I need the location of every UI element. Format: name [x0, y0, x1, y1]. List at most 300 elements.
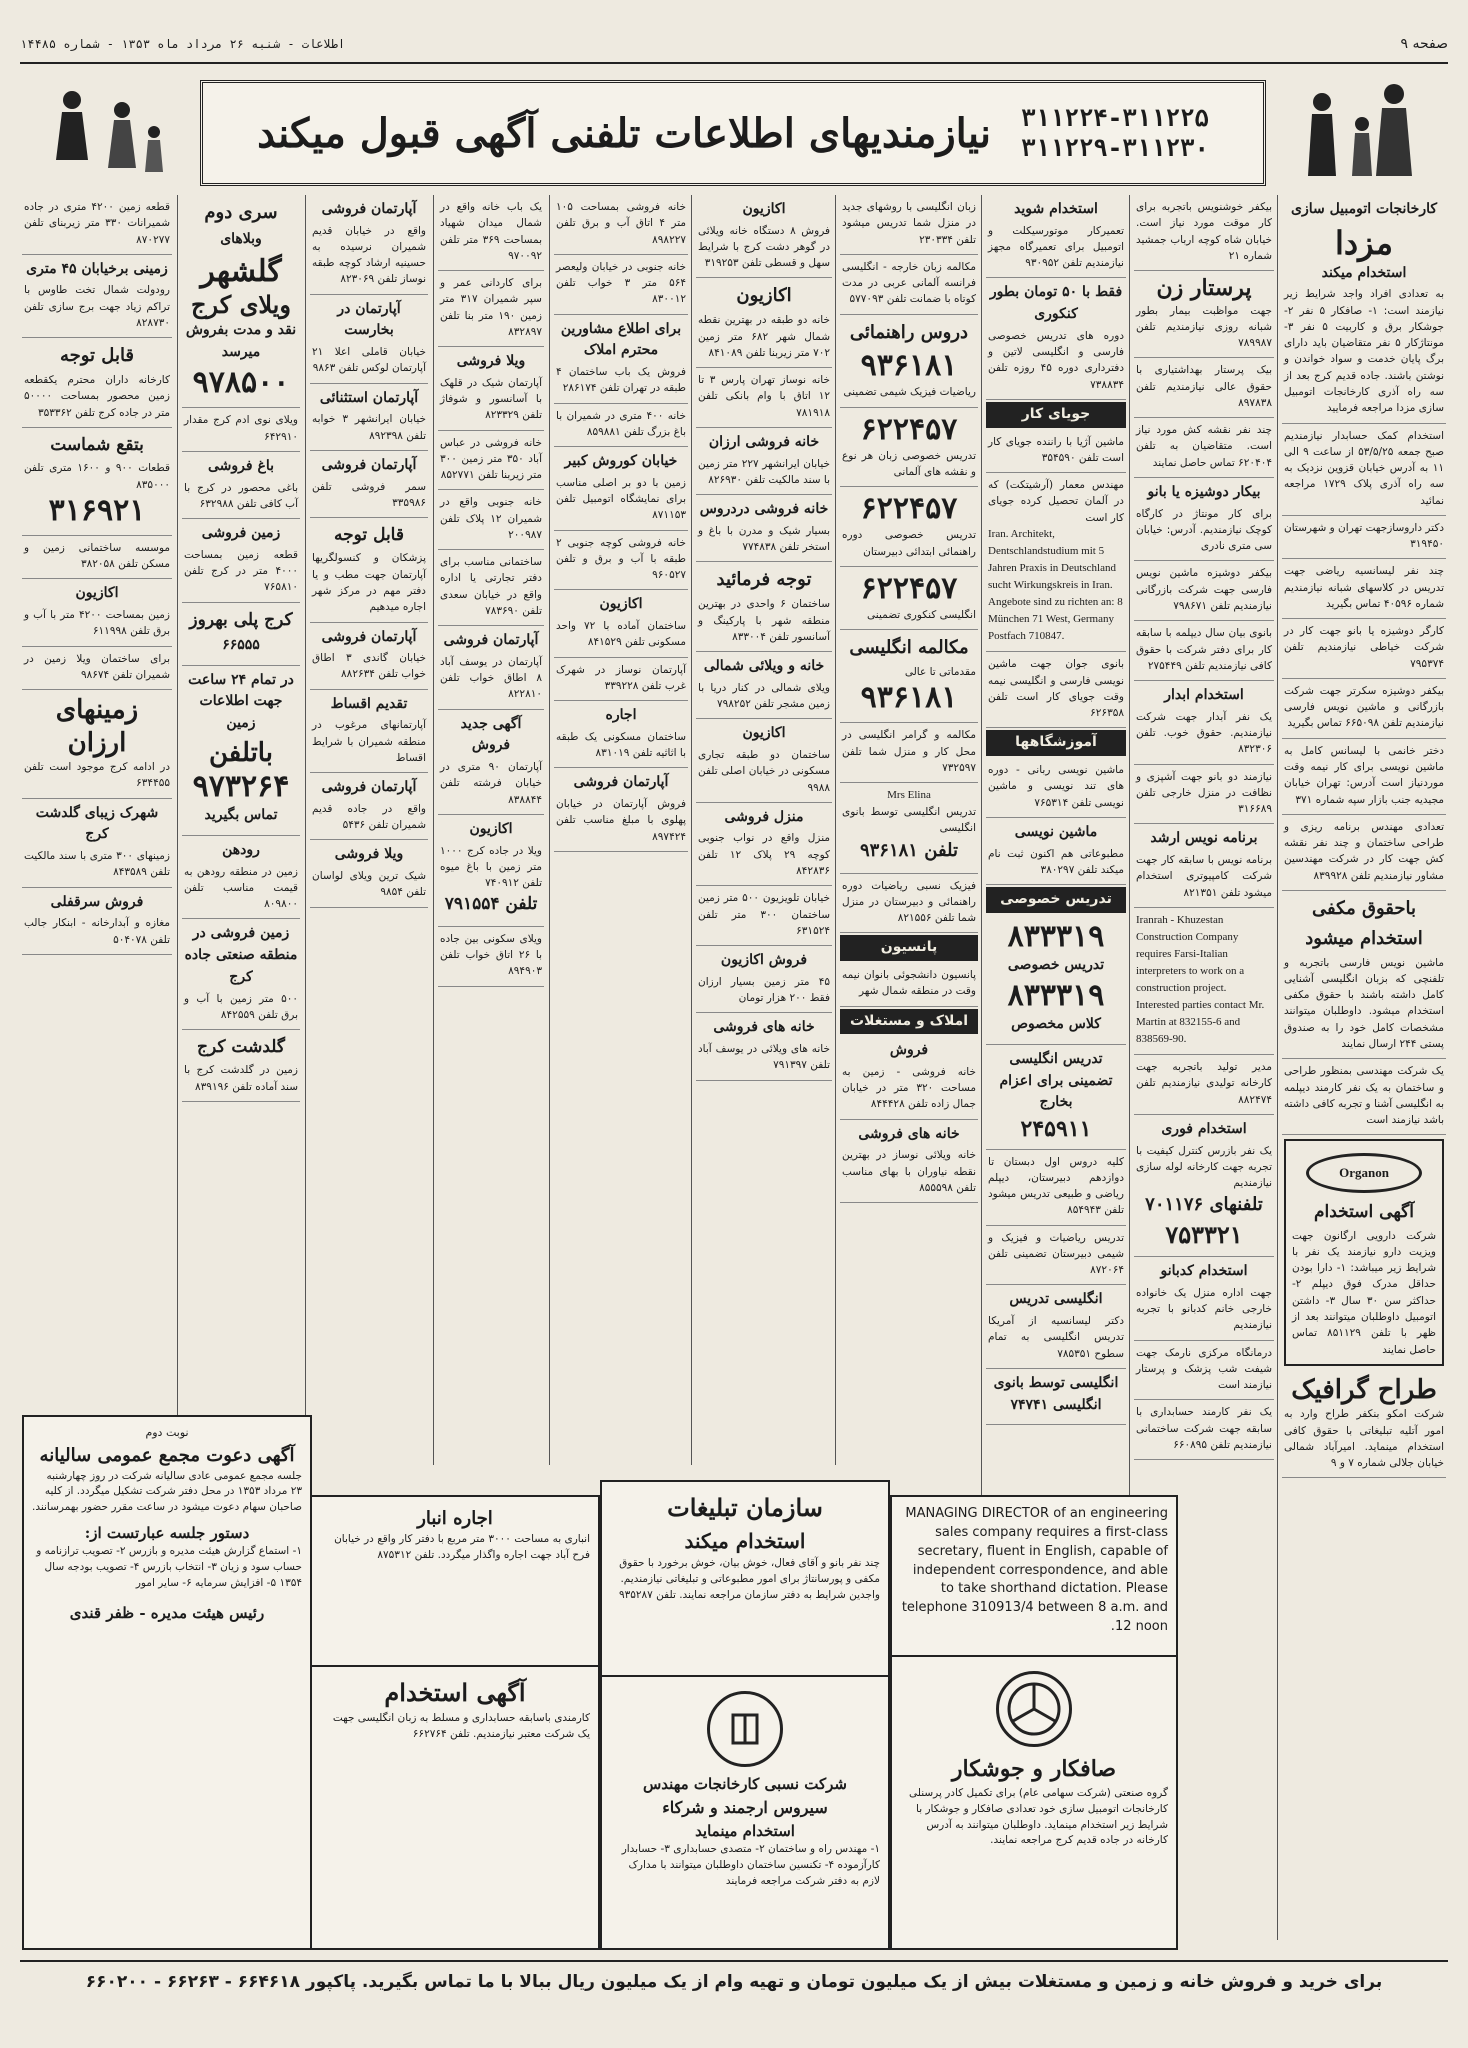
- ad-622457-a: [840, 408, 978, 488]
- agency-body: چند نفر بانو و آقای فعال، خوش بیان، خوش برخورد با حقوق مکفی و پورسانتاژ برای امور مطبوعاتی و تبلیغاتی نیازمندیم. واجدین شرایط به دفتر سازمان مراجعه نمایند. تلفن ۹۳۵۲۸۷: [618, 1557, 880, 1601]
- meeting-notice: [22, 1415, 312, 1950]
- ad-shemiranat-land: [22, 195, 172, 255]
- ad-body: انگلیسی توسط بانوی انگلیسی ۷۴۷۴۱: [993, 1374, 1119, 1413]
- ad-body: خانه جنوبی در خیابان ولیعصر ۵۶۴ متر ۳ خواب تلفن ۸۳۰۰۱۲: [556, 260, 686, 306]
- ad-body: خانه فروشی در عباس آباد ۳۵۰ متر زمین ۳۰۰ متر زیربنا تلفن ۸۵۲۷۷۱: [440, 436, 542, 482]
- ad-body: خانه ۴۰۰ متری در شمیران با باغ بزرگ تلفن ۸۵۹۸۸۱: [556, 409, 686, 438]
- ad-title: پرستار زن: [1156, 275, 1252, 302]
- column-6: [554, 195, 688, 1465]
- ad-title: اکازیون: [469, 820, 513, 837]
- ad-phone-number: تلفن ۷۹۱۵۵۴: [444, 894, 538, 915]
- ad-gandhi: [310, 623, 428, 690]
- ad-english-doctor: [986, 1285, 1126, 1368]
- ad-body: برنامه نویس با سابقه کار جهت شرکت کامپیوتری استخدام میشود تلفن ۸۲۱۳۵۱: [1136, 854, 1272, 899]
- ad-cheap-house: [696, 428, 832, 495]
- ad-office-lady: [1134, 621, 1274, 681]
- ad-body: ساختمانی مناسب برای دفتر تجارتی یا اداره واقع در خیابان سعدی تلفن ۷۸۳۶۹۰: [440, 556, 542, 617]
- ad-body: زمینهای ۳۰۰ متری با سند مالکیت تلفن ۸۴۳۵۸۹: [24, 850, 170, 879]
- ad-body: رودولت شمال تخت طاوس با تراکم زیاد جهت برج سازی تلفن ۸۲۸۷۳۰: [24, 284, 170, 330]
- ad-phone-number: ۶۲۲۴۵۷: [860, 411, 958, 447]
- section-schools: آموزشگاهها: [986, 730, 1126, 756]
- column-divider: [1277, 195, 1278, 1940]
- ad-body: کارخانه داران محترم یکقطعه زمین محصور بمساحت ۵۰۰۰۰ متر در جاده کرج تلفن ۳۵۳۳۶۲: [24, 374, 170, 419]
- ad-body: مکالمه و گرامر انگلیسی در محل کار و منزل شما تلفن ۷۳۲۵۹۷: [842, 729, 976, 774]
- column-divider: [177, 195, 178, 1465]
- meeting-title: آگهی دعوت مجمع عمومی سالیانه: [39, 1444, 295, 1466]
- ad-title: خانه و ویلائی شمالی: [703, 658, 825, 675]
- ad-title: آپارتمان استثنائی: [319, 389, 419, 406]
- ad-body: دکتر داروسازجهت تهران و شهرستان ۳۱۹۴۵۰: [1284, 521, 1444, 551]
- ad-body: نیازمند دو بانو جهت آشپزی و نظافت در منزل خارجی تلفن ۳۱۶۶۸۹: [1136, 770, 1272, 816]
- ad-title: زمین فروشی: [201, 525, 281, 542]
- ad-body: برای ساختمان ویلا زمین در شمیران تلفن ۹۸۶۷۴: [24, 652, 170, 681]
- ad-body: به تعدادی افراد واجد شرایط زیر نیازمند است: ۱- صافکار ۵ نفر ۲- جوشکار برق و کاربیت ۵ نفر ۳- مونتاژکار ۵ نفر متقاضیان باید دارای برگ پایان خدمت و سواد خواندن و نوشتن باشند. جاده قدیم کرج بعد از سه راه آذری کارخانجات اتومبیل سازی مزدا مراجعه فرمایید: [1284, 288, 1445, 415]
- ad-shemiranat-plots: [22, 428, 172, 536]
- ad-factory-owners: [22, 338, 172, 428]
- firm-subtitle: سیروس ارجمند و شرکاء: [662, 1797, 828, 1817]
- ad-body: ماشین نویس فارسی باتجربه و تلفنچی که بزبان انگلیسی آشنایی کامل داشته باشند با حقوق مکفی استخدام میشود. داوطلبان میتوانند مشخصات کامل خود را به صندوق پستی ۲۴۴ ارسال نمایند: [1284, 956, 1444, 1050]
- ad-behrouz: [182, 603, 300, 666]
- newspaper-page: [20, 20, 1448, 2028]
- ad-body: تعدادی مهندس برنامه ریزی و طراحی ساختمان و چند نفر نقشه کش جهت کار در شرکت مهندسین مشاور نیازمندیم تلفن ۸۳۹۹۲۸: [1284, 820, 1444, 882]
- ad-industrial-zone: [182, 919, 300, 1030]
- ad-old-shemiran: [310, 195, 428, 295]
- ad-body: تدریس ریاضیات و فیزیک و شیمی دبیرستان تضمینی تلفن ۸۷۲۰۶۴: [988, 1231, 1124, 1277]
- ad-title: شهرک زیبای گلدشت کرج: [35, 804, 159, 843]
- ad-body: خانه دو طبقه در بهترین نقطه شمال شهر ۶۸۲ متر زمین ۷۰۲ متر زیربنا تلفن ۸۴۱۰۸۹: [698, 314, 830, 359]
- ad-mechanic: [986, 195, 1126, 278]
- ad-phone-number: ۶۲۲۴۵۷: [860, 570, 958, 606]
- ad-apt-samar: [310, 451, 428, 518]
- ad-title: باغ فروشی: [208, 457, 274, 474]
- ad-body: در ادامه کرج موجود است تلفن ۶۳۴۴۵۵: [24, 761, 170, 790]
- mercedes-logo: [996, 1671, 1072, 1747]
- section-pension: پانسیون: [840, 935, 978, 961]
- ad-iranshahr: [310, 384, 428, 451]
- ad-body: ۵۰۰ متر زمین با آب و برق تلفن ۸۴۲۵۵۹: [184, 992, 298, 1021]
- ad-body: بیکفر دوشیزه ماشین نویس فارسی جهت شرکت بازرگانی نیازمندیم تلفن ۷۹۸۶۷۱: [1136, 567, 1272, 612]
- ad-gohardasht: [696, 195, 832, 278]
- ad-rent: [554, 701, 688, 768]
- ad-72-units: [554, 590, 688, 657]
- ad-body: زبان انگلیسی با روشهای جدید در منزل شما تدریس میشود تلفن ۲۳۰۳۳۴: [842, 201, 976, 246]
- family-illustration-right: [1282, 80, 1432, 184]
- ad-assembly: [1134, 478, 1274, 561]
- ad-body: خیابان تلویزیون ۵۰۰ متر زمین ساختمان ۳۰۰ متر تلفن ۶۳۱۵۲۴: [698, 892, 831, 937]
- ad-body: قطعات ۹۰۰ و ۱۶۰۰ متری تلفن ۸۳۵۰۰۰: [24, 462, 171, 491]
- ad-body: چند نفر نقشه کش مورد نیاز است. متقاضیان به تلفن ۶۲۰۴۰۴ تماس حاصل نمایند: [1136, 424, 1272, 469]
- ad-title: آپارتمان فروشی: [321, 628, 417, 645]
- ad-body: زمین در گلدشت کرج با سند آماده تلفن ۸۳۹۱۹۶: [184, 1064, 298, 1093]
- column-9: [182, 195, 300, 1465]
- ad-tehranpars: [696, 368, 832, 428]
- ad-title: خانه های فروشی: [713, 1019, 815, 1036]
- ad-body: تدریس انگلیسی توسط بانوی انگلیسی: [842, 806, 976, 835]
- header-rule: [20, 62, 1448, 64]
- ad-title: تقدیم اقساط: [330, 695, 408, 712]
- ad-body: ساختمان مسکونی یک طبقه با اثاثیه تلفن ۸۳۱۰۱۹: [556, 730, 686, 760]
- ad-headline: ویلای کرج: [191, 290, 291, 320]
- ad-body: زمین با دو بر اصلی مناسب برای نمایشگاه اتومبیل تلفن ۸۷۱۱۵۳: [556, 476, 686, 522]
- ad-body: بسیار شیک و مدرن با باغ و استخر تلفن ۷۷۴۸۳۸: [698, 524, 830, 554]
- ad-body: یک نفر آبدار جهت شرکت نیازمندیم. حقوق خوب. تلفن ۸۳۲۳۰۶: [1136, 710, 1272, 756]
- ad-body: مهندس معمار (آرشیتکت) که در آلمان تحصیل کرده جویای کار است: [988, 479, 1124, 524]
- ad-body: فروش یک باب ساختمان ۴ طبقه در تهران تلفن ۲۸۶۱۷۴: [556, 365, 686, 395]
- ad-body: ماشین نویسی ربانی - دوره های تند نویسی و ماشین نویسی تلفن ۷۶۵۳۱۴: [988, 764, 1124, 809]
- ad-mazda: [1282, 195, 1446, 424]
- ad-title: اکازیون: [742, 201, 786, 217]
- ad-body: نقد و مدت بفروش میرسد: [185, 322, 297, 360]
- ad-body-german: Iran. Architekt, Dentschlandstudium mit 5 Jahren Praxis in Deutschland sucht Wirkungskreis in Iran. Angebote sind zu richten an: 8 München 71 West, Germany Postfach 710847.: [988, 527, 1123, 643]
- mercedes-star-icon: [1006, 1681, 1062, 1737]
- ad-physics: [840, 874, 978, 934]
- ad-doctors: [310, 518, 428, 622]
- ad-typist: [1282, 739, 1446, 815]
- ad-title-english: Mrs Elina: [887, 789, 931, 802]
- ad-cook: [1134, 765, 1274, 825]
- issue-info: اطلاعات - شنبه ۲۶ مرداد ماه ۱۳۵۳ - شماره ۱۴۴۸۵: [20, 37, 346, 51]
- ad-title: بتقع شماست: [50, 434, 144, 455]
- ad-headline: ارزان: [67, 727, 127, 758]
- ad-pahlavi-apt: [554, 768, 688, 851]
- ad-title: خانه های فروشی: [858, 1125, 960, 1142]
- ad-title: ویلا فروشی: [334, 846, 404, 863]
- ad-secretary: [1282, 679, 1446, 739]
- ad-cheap-lands: [22, 690, 172, 799]
- ad-shahyad: [438, 195, 544, 271]
- meeting-body: جلسه مجمع عمومی عادی سالیانه شرکت در روز چهارشنبه ۲۳ مرداد ۱۳۵۳ در محل دفتر شرکت تشکیل میگردد. از کلیه صاحبان سهام دعوت میشود در ساعت مقرر حضور بهمرسانند.: [31, 1469, 302, 1513]
- ad-draftsman: [1134, 418, 1274, 478]
- ad-goldasht: [182, 1030, 300, 1102]
- ad-body: بیکفر دوشیزه سکرتر جهت شرکت بازرگانی و ماشین نویس فارسی نیازمندیم تلفن ۶۶۵۰۹۸ تماس بگیرید: [1284, 684, 1444, 730]
- ad-body: بانوی جوان جهت ماشین نویسی فارسی و انگلیسی نیمه وقت جویای کار است تلفن ۶۲۶۳۵۸: [988, 658, 1124, 720]
- ad-good-salary: [1282, 891, 1446, 1059]
- ad-phone-number: ۸۳۳۳۱۹: [1007, 918, 1105, 954]
- ad-houses: [840, 1120, 978, 1203]
- ad-phone-number: ۸۳۳۳۱۹: [1007, 978, 1105, 1014]
- ad-title: منزل فروشی: [724, 808, 804, 825]
- agency-title: سازمان تبلیغات: [667, 1493, 823, 1522]
- ad-title: خانه فروشی دردروس: [699, 501, 829, 518]
- section-real-estate: املاک و مستغلات: [840, 1009, 978, 1035]
- ad-driver: [986, 430, 1126, 474]
- ad-body: پزشکان و کنسولگریها آپارتمان جهت مطب و یا دفتر مهم در مرکز شهر اجاره میدهیم: [312, 552, 426, 614]
- ad-phone-number: ۹۳۶۱۸۱: [860, 680, 958, 716]
- footer-text: برای خرید و فروش خانه و زمین و مستغلات بیش از یک میلیون تومان و تهیه وام از یک میلیون ریال ببالا با ما تماس بگیرید. پاکپور ۶۶۴۶۱۸ - ۶۶۲۶۳ - ۶۶۰۲۰۰: [85, 1972, 1383, 1992]
- ad-architect: [986, 473, 1126, 652]
- ad-title: اجاره: [605, 707, 637, 724]
- ad-bookkeeper: [1282, 424, 1446, 516]
- page-header: [20, 30, 1448, 58]
- ad-conversation: [840, 255, 978, 315]
- ad-goldasht-town: [22, 799, 172, 888]
- banner-numbers-line-1: ۳۱۱۲۲۴-۳۱۱۲۲۵: [1021, 104, 1209, 132]
- ad-valiasr: [554, 255, 688, 315]
- ad-production-manager: [1134, 1055, 1274, 1115]
- column-1: [1282, 195, 1446, 1940]
- ad-body: یک نفر کارمند حسابداری با سابقه جهت شرکت ساختمانی نیازمندیم تلفن ۶۶۰۸۹۵: [1136, 1406, 1272, 1451]
- ad-body: باغی محصور در کرج با آب کافی تلفن ۶۳۲۹۸۸: [184, 481, 298, 510]
- ad-body: انگلیسی کنکوری تضمینی: [867, 608, 976, 621]
- ad-title: برای اطلاع مشاورین محترم املاک: [560, 320, 682, 359]
- column-divider: [433, 195, 434, 1465]
- ad-phone-number: ۳۱۶۹۲۱: [48, 492, 146, 528]
- banner-numbers: [1021, 103, 1209, 163]
- ad-guidance: [840, 315, 978, 408]
- warehouse-body: انباری به مساحت ۳۰۰۰ متر مربع با دفتر کار واقع در خیابان فرح آباد جهت اجاره واگذار میگردد. تلفن ۸۷۵۳۱۲: [334, 1533, 590, 1561]
- ad-body: ساختمان آماده با ۷۲ واحد مسکونی تلفن ۸۴۱۵۲۹: [556, 620, 686, 649]
- ad-title: دروس راهنمائی: [849, 321, 969, 343]
- ad-body: ویلای سکونی بین جاده با ۲۶ اتاق خواب تلفن ۸۹۴۹۰۳: [440, 932, 542, 978]
- ad-title: آپارتمان فروشی: [443, 632, 539, 649]
- ad-private-tuition: [986, 915, 1126, 1045]
- ad-title: گلدشت کرج: [197, 1037, 285, 1058]
- ad-body: پانسیون دانشجوئی بانوان نیمه وقت در منطقه شمال شهر: [842, 968, 976, 998]
- meeting-tag: نوبت دوم: [145, 1426, 189, 1439]
- ad-english-abroad: [986, 1045, 1126, 1149]
- ad-yousefabad: [696, 1013, 832, 1080]
- ad-body: خانه فروشی - زمین به مساحت ۳۲۰ متر در خیابان جمال زاده تلفن ۸۴۴۴۲۸: [842, 1065, 976, 1111]
- ad-brand: مزدا: [1335, 223, 1393, 262]
- ad-fereshteh: [438, 710, 544, 815]
- ad-office-building: [438, 550, 544, 626]
- ad-body: فروش آپارتمان در خیابان پهلوی با مبلغ مناسب تلفن ۸۹۷۴۲۴: [556, 797, 686, 843]
- ad-old-road-apt: [310, 773, 428, 840]
- ad-title: بیکار دوشیزه یا بانو: [1147, 483, 1261, 500]
- ad-body: استخدام کمک حسابدار نیازمندیم صبح جمعه ۵۳/۵/۲۵ از ساعت ۹ الی ۱۱ به آدرس خیابان قزوین نزدیک به سه راه آذری پلاک ۱۷۲۹ مراجعه نمائید: [1284, 429, 1445, 507]
- ad-housing-institute: [22, 536, 172, 580]
- ad-title: آپارتمان فروشی: [321, 456, 417, 473]
- ad-title: آگهی استخدام: [1314, 1202, 1414, 1223]
- ad-body: ساختمان دو طبقه تجاری مسکونی در خیابان اصلی تلفن ۹۹۸۸: [698, 749, 830, 794]
- engineer-firm-hiring: [600, 1675, 890, 1950]
- ad-bucharest: [310, 295, 428, 384]
- ad-title: رودهن: [222, 841, 260, 858]
- ad-body-english: Iranrah - Khuzestan Construction Company requires Farsi-Italian interpreters to work on a construction project. Interested parties contact Mr. Martin at 832155-6 and 838569-90.: [1136, 913, 1265, 1046]
- ad-darrous: [696, 495, 832, 562]
- ad-body: ویلای نوی ادم کرج مقدار ۶۴۲۹۱۰: [184, 414, 298, 443]
- agency-subtitle: استخدام میکند: [684, 1529, 806, 1553]
- ad-body: جهت مواظبت بیمار بطور شبانه روزی نیازمندیم تلفن ۷۸۹۹۸۷: [1136, 304, 1272, 350]
- column-7: [438, 195, 544, 1465]
- ad-phone-number: تلفن ۹۳۶۱۸۱: [859, 839, 959, 861]
- ad-abbasabad: [438, 431, 544, 491]
- organon-logo-text: Organon: [1339, 1165, 1389, 1181]
- ad-phone-number: ۹۷۸۵۰۰: [192, 365, 290, 401]
- ad-iranrah: [1134, 908, 1274, 1055]
- ad-title: آگهی جدید فروش: [460, 715, 522, 754]
- ad-subtitle: وبلاهای: [220, 230, 262, 247]
- ad-body: فیزیک نسبی ریاضیات دوره راهنمائی و دبیرستان در منزل شما تلفن ۸۲۱۵۵۶: [842, 879, 976, 925]
- ad-body: خانه ویلائی نوساز در بهترین نقطه نیاوران با بهای مناسب تلفن ۸۵۵۵۹۸: [842, 1149, 976, 1194]
- ad-attention: [696, 562, 832, 652]
- hire-small-title: آگهی استخدام: [384, 1678, 526, 1707]
- ad-tea-server: [1134, 681, 1274, 764]
- ad-body: ریاضیات فیزیک شیمی تضمینی: [843, 386, 976, 399]
- ad-body: شرکت دارویی ارگانون جهت ویزیت دارو نیازمند یک نفر با شرایط زیر میباشد: ۱- دارا بودن حداقل مدرک فوق دیپلم ۲- حداکثر سن ۳۰ سال ۳- داشتن اتومبیل داوطلبان میتوانند بعد از ظهر با تلفن ۸۵۱۱۲۹ تماس حاصل نمایند: [1292, 1229, 1436, 1356]
- ad-shemiran-400: [554, 404, 688, 448]
- ad-phone-big: تلفنهای ۷۰۱۱۷۶: [1145, 1194, 1263, 1216]
- ad-title: برنامه نویس ارشد: [1150, 830, 1258, 847]
- ad-body: زمین در منطقه رودهن به قیمت مناسب تلفن ۸۰۹۸۰۰: [184, 865, 298, 911]
- ad-body: تعمیرکار موتورسیکلت و اتومبیل برای تعمیرگاه مجهز نیازمندیم تلفن ۹۳۰۹۵۲: [988, 224, 1124, 270]
- firm-subtitle-2: استخدام مینماید: [695, 1821, 795, 1840]
- ad-body: بیک پرستار بهداشتیاری با حقوق عالی نیازمندیم تلفن ۸۹۷۸۳۸: [1136, 364, 1272, 409]
- ad-45m-street: [22, 255, 172, 338]
- ad-body: آپارتمان شیک در قلهک با آسانسور و شوفاژ تلفن ۸۲۳۳۲۹: [440, 376, 542, 422]
- ad-body: آپارتمانهای مرغوب در منطقه شمیران با شرایط اقساط: [312, 719, 426, 764]
- ad-title: اکازیون: [75, 585, 119, 602]
- ad-grammar: [840, 723, 978, 783]
- ad-navab: [696, 803, 832, 886]
- ad-body: مطبوعاتی هم اکنون ثبت نام میکند تلفن ۳۸۰۲۹۷: [988, 847, 1124, 876]
- welder-body: گروه صنعتی (شرکت سهامی عام) برای تکمیل کادر پرسنلی کارخانجات اتومبیل سازی خود تعدادی صافکار و جوشکار با شرایط زیر استخدام مینماید. داوطلبان میتوانند به آدرس کارخانه در جاده قدیم کرج مراجعه نمایند.: [908, 1787, 1168, 1847]
- ad-phone-number: ۹۳۶۱۸۱: [860, 348, 958, 384]
- ad-title: آپارتمان فروشی: [321, 779, 417, 796]
- ad-body: مقدماتی تا عالی: [904, 665, 976, 678]
- ad-body: مغازه و آبدارخانه - ابنکار جالب تلفن ۵۰۴۰۷۸: [24, 917, 170, 946]
- ad-headline: زمینهای: [55, 695, 139, 726]
- ad-body: یک شرکت مهندسی بمنظور طراحی و ساختمان به یک نفر کارمند دیپلمه به انگلیسی آشنا و تجربه کافی داشته باشد نیازمند است: [1284, 1065, 1444, 1127]
- ad-gholhak: [438, 347, 544, 430]
- ad-title: استخدام کدبانو: [1160, 1263, 1248, 1280]
- ad-urgent-hire: [1134, 1115, 1274, 1257]
- warehouse-title: اجاره انبار: [417, 1508, 493, 1529]
- meeting-signature: رئیس هیئت مدیره - ظفر قندی: [69, 1603, 265, 1622]
- firm-title: شرکت نسبی کارخانجات مهندس: [643, 1775, 847, 1793]
- ad-body: خیابان گاندی ۳ اطاق خواب تلفن ۸۸۲۶۳۴: [312, 652, 426, 681]
- ad-body: منزل واقع در نواب جنوبی کوچه ۲۹ پلاک ۱۲ تلفن ۸۴۲۸۳۶: [698, 832, 831, 878]
- ad-south-alley: [554, 531, 688, 591]
- ad-accounting-clerk: [1134, 1400, 1274, 1460]
- ad-body: دکتر لیسانسیه از آمریکا تدریس انگلیسی به تمام سطوح ۷۸۵۳۵۱: [988, 1315, 1124, 1360]
- ad-body: خانه های ویلائی در یوسف آباد تلفن ۷۹۱۳۹۷: [698, 1042, 830, 1072]
- ad-body: شرکت امکو بنکفر طراح وارد به امور آتلیه تبلیغاتی با حقوق کافی استخدام مینماید. امیرآباد شمالی خیابان جلالی شماره ۷ و ۹: [1284, 1408, 1444, 1470]
- ad-body: ۴۵ متر زمین بسیار ارزان فقط ۲۰۰ هزار تومان: [698, 975, 830, 1005]
- column-4: [840, 195, 978, 1465]
- ad-title: ویلا فروشی: [456, 353, 526, 370]
- ad-calligrapher: [1134, 195, 1274, 271]
- banner-title: نیازمندیهای اطلاعات تلفنی آگهی قبول میکند: [257, 109, 992, 157]
- ad-body: ساختمان ۶ واحدی در بهترین منطقه شهر با پارکینگ و آسانسور تلفن ۸۳۳۰۰۴: [698, 598, 830, 643]
- banner-numbers-line-2: ۳۱۱۲۲۹-۳۱۱۲۳۰: [1021, 134, 1209, 162]
- ad-105m-house: [554, 195, 688, 255]
- managing-body: MANAGING DIRECTOR of an engineering sales company requires a first-class secretary, fluent in English, capable of independent correspondence, and able to take shorthand dictation. Please telephone 310913/4 between 8 a.m. and 12 noon.: [901, 1506, 1168, 1635]
- ad-headline: باتلفن: [209, 737, 273, 768]
- ad-garden: [182, 452, 300, 519]
- ad-north-villa: [696, 652, 832, 719]
- ad-mrs-elina: [840, 783, 978, 873]
- ad-karaj-villa-2: [182, 408, 300, 452]
- ad-title: آپارتمان در بخارست: [337, 300, 401, 339]
- ad-lavasan: [310, 840, 428, 907]
- ad-housekeeper: [1134, 1257, 1274, 1340]
- section-private-tuition: تدریس خصوصی: [986, 887, 1126, 913]
- ad-phone-number: ۶۶۵۵۵: [222, 637, 260, 654]
- ad-body: آپارتمان در یوسف آباد ۸ اطاق خواب تلفن ۸۲۲۸۱۰: [440, 655, 542, 701]
- column-divider: [691, 195, 692, 1465]
- ad-body: موسسه ساختمانی زمین و مسکن تلفن ۳۸۲۰۵۸: [24, 541, 170, 571]
- column-divider: [835, 195, 836, 1465]
- column-8: [310, 195, 428, 1465]
- ad-body: قطعه زمین ۴۲۰۰ متری در جاده شمیرانات ۳۳۰ متر زیربنای تلفن ۸۷۰۲۷۷: [24, 201, 171, 246]
- ad-health-nurse: [1134, 358, 1274, 418]
- welder-title: صافکار و جوشکار: [951, 1756, 1117, 1782]
- ad-title: فروش: [889, 1042, 929, 1059]
- managing-director-ad: [890, 1495, 1178, 1665]
- ad-body: مکالمه زبان خارجه - انگلیسی فرانسه آلمانی عربی در مدت کوتاه با ضمانت تلفن ۵۷۷۰۹۳: [842, 260, 976, 306]
- ad-title: زمین فروشی در منطقه صنعتی جاده کرج: [184, 925, 298, 985]
- ad-roadside-villa: [438, 927, 544, 987]
- ad-cheap-land: [696, 946, 832, 1013]
- ad-body: یک نفر بازرس کنترل کیفیت با تجربه جهت کارخانه لوله سازی نیازمندیم: [1136, 1144, 1272, 1190]
- ad-television-st: [696, 886, 832, 946]
- ad-shemiran-317: [438, 271, 544, 347]
- ad-title: توجه فرمائید: [716, 569, 812, 591]
- ad-title: کرج پلی بهروز: [189, 609, 293, 630]
- firm-body: ۱- مهندس راه و ساختمان ۲- متصدی حسابداری ۳- حسابدار کارآزموده ۴- تکنسین ساختمان داوطلبان میتوانند با مدارک لازم به دفتر شرکت مراجعه فرمایند: [621, 1843, 880, 1887]
- ad-title: در تمام ۲۴ ساعت جهت اطلاعات زمین: [188, 671, 294, 732]
- ad-title: زمینی برخیابان ۴۵ متری: [26, 260, 168, 277]
- ad-body: جهت اداره منزل یک خانواده خارجی خانم کدبانو با تجربه نیازمندیم: [1136, 1286, 1272, 1332]
- ad-body: برای کاردانی عمر و سپر شمیران ۳۱۷ متر زمین ۱۹۰ متر بنا تلفن ۸۳۲۸۹۷: [440, 277, 542, 338]
- ad-body: خیابان ایرانشهر ۲۲۷ متر زمین با سند مالکیت تلفن ۸۲۶۹۳۰: [698, 457, 831, 486]
- ad-farsi-typist: [1134, 561, 1274, 621]
- ad-title: قابل توجه: [59, 345, 135, 367]
- warehouse-rent: [310, 1495, 600, 1675]
- ad-tailor-worker: [1282, 619, 1446, 679]
- ad-body: آپارتمان نوساز در شهرک غرب تلفن ۳۳۹۲۲۸: [556, 663, 686, 692]
- ad-title: فروش اکازیون: [720, 952, 808, 969]
- page-number: صفحه ۹: [1400, 36, 1448, 52]
- ad-body: واقع در جاده قدیم شمیران تلفن ۵۴۳۶: [312, 802, 426, 832]
- ad-english-lady: [986, 1369, 1126, 1425]
- ad-agency-hiring: [600, 1480, 890, 1685]
- meeting-agenda-items: ۱- استماع گزارش هیئت مدیره و بازرس ۲- تصویب ترازنامه و حساب سود و زیان ۳- انتخاب بازرس ۴- تصویب بودجه سال ۱۳۵۴ ۵- افزایش سرمایه ۶- سایر امور: [36, 1545, 302, 1589]
- ad-body: ویلای شمالی در کنار دریا با زمین مشجر تلفن ۷۹۸۲۵۲: [698, 681, 830, 711]
- ad-body: خانه جنوبی واقع در شمیران ۱۲ پلاک تلفن ۲۰۰۹۸۷: [440, 496, 542, 541]
- ad-body: برای کار مونتاژ در کارگاه کوچک نیازمندیم. آدرس: خیابان سی متری نادری: [1136, 507, 1272, 553]
- ad-body: درمانگاه مرکزی نارمک جهت شیفت شب پزشک و پرستار نیازمند است: [1136, 1346, 1272, 1392]
- ad-nurse: [1134, 271, 1274, 358]
- ad-body: بیکفر خوشنویس باتجربه برای کار موقت مورد نیاز است. خیابان شاه کوچه ارباب جمشید شماره ۲۱: [1136, 201, 1272, 262]
- ad-planning-engineer: [1282, 815, 1446, 891]
- ad-subtitle: تماس بگیرید: [204, 807, 278, 824]
- ad-body: خانه فروشی بمساحت ۱۰۵ متر ۴ اتاق آب و برق تلفن ۸۹۸۲۲۷: [556, 201, 686, 246]
- ad-english-conversation: [840, 630, 978, 723]
- ad-body: خیابان قاملی اعلا ۲۱ آپارتمان لوکس تلفن ۹۸۶۳: [312, 346, 426, 375]
- ad-title: آپارتمان فروشی: [321, 201, 417, 217]
- organon-logo: [1306, 1153, 1422, 1193]
- ad-subtitle: کلاس مخصوص: [1011, 1016, 1101, 1033]
- ad-title: فقط با ۵۰ تومان بطور کنکوری: [989, 284, 1123, 323]
- welder-hiring: [890, 1655, 1178, 1950]
- ad-body: کارگر دوشیزه یا بانو جهت کار در شرکت خیاطی نیازمندیم تلفن ۷۹۵۳۷۴: [1284, 625, 1444, 670]
- ad-typing-school: [986, 818, 1126, 885]
- ad-installments: [310, 690, 428, 773]
- ad-headline: گلشهر: [200, 253, 282, 289]
- ad-graphic-designer: [1282, 1370, 1446, 1479]
- ad-body: واقع در خیابان قدیم شمیران نرسیده به حسینیه ارشاد کوچه طبقه نوساز تلفن ۸۲۳۰۶۹: [312, 224, 426, 286]
- ad-subtitle: استخدام میکند: [1321, 264, 1407, 281]
- ad-young-lady: [986, 652, 1126, 728]
- ad-title: کارخانجات اتومبیل سازی: [1290, 201, 1438, 217]
- ad-rabbani-typing: [986, 758, 1126, 818]
- ad-golshahr: [182, 195, 300, 408]
- ad-kourosh: [554, 447, 688, 530]
- ad-subtitle: استخدام میشود: [1305, 927, 1423, 949]
- ad-title: قابل توجه: [334, 525, 404, 546]
